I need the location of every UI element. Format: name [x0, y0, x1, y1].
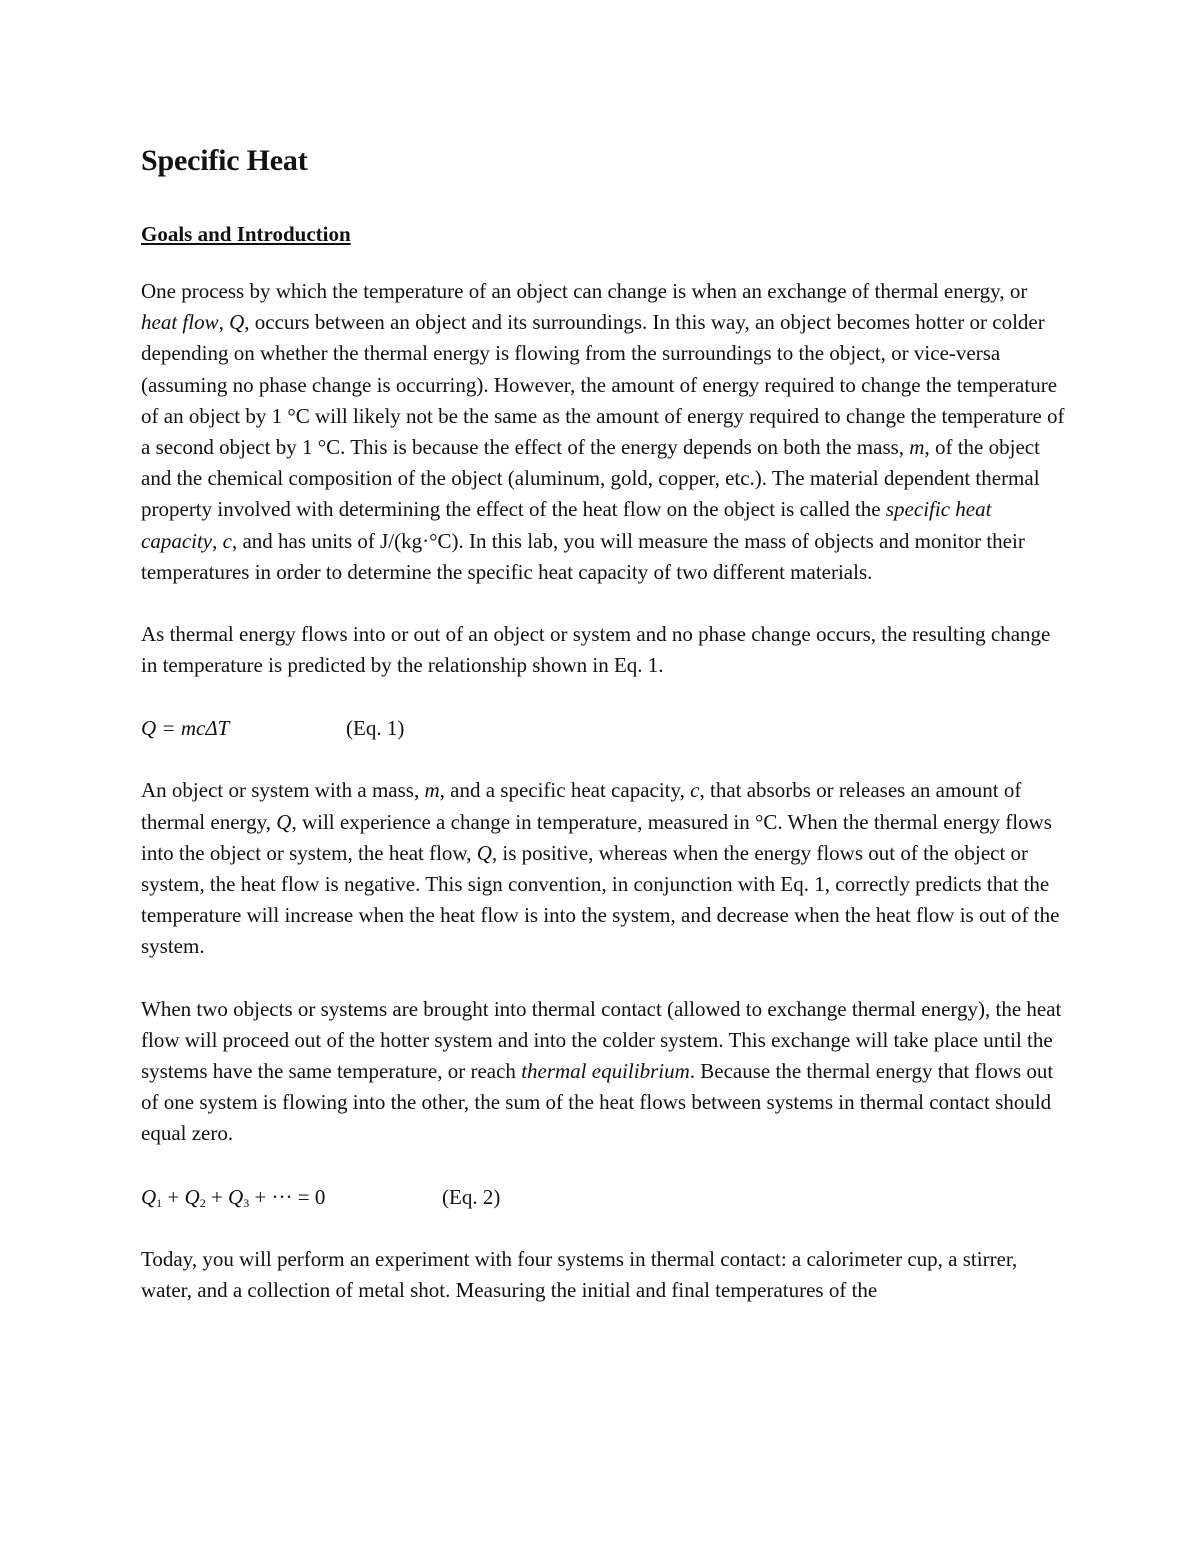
symbol-c: c	[690, 778, 700, 803]
text-run: , is positive, whereas when the energy flows out of the object or system, the heat flow is negative. This sign convention, in conjunction with Eq. 1, correctly predicts that the temperature will increase when the heat flow is into the system, and decrease when the heat flow is out of the system.	[141, 840, 1060, 959]
operator: + ··· = 0	[249, 1184, 326, 1209]
sign-convention-paragraph	[141, 775, 1066, 962]
text-run: One process by which the temperature of an object can change is when an exchange of thermal energy, or	[141, 279, 1028, 303]
equation-2-label: (Eq. 2)	[442, 1184, 501, 1209]
operator: +	[205, 1184, 229, 1209]
text-run: , that absorbs or releases an amount of thermal energy,	[141, 778, 1022, 834]
text-run: When two objects or systems are brought into thermal contact (allowed to exchange thermal energy), the heat flow will proceed out of the hotter system and into the colder system. This exchange will take place until the systems have the same temperature, or reach	[141, 996, 1062, 1084]
equation-1-label: (Eq. 1)	[346, 716, 405, 741]
equation-1-formula: Q = mcΔT	[141, 716, 230, 741]
intro-paragraph	[141, 276, 1066, 588]
page-title: Specific Heat	[141, 144, 308, 177]
symbol-m: m	[909, 435, 925, 460]
document-body	[141, 140, 1066, 1306]
subscript: 1	[156, 1195, 163, 1210]
equation-2-formula	[141, 1181, 349, 1213]
text-run: ,	[212, 528, 223, 553]
symbol-q: Q	[141, 1184, 157, 1209]
operator: +	[162, 1184, 185, 1209]
symbol-q: Q	[229, 310, 245, 335]
text-run: ,	[218, 310, 230, 335]
thermal-contact-paragraph	[141, 994, 1066, 1150]
term-specific-heat-capacity: specific heat capacity	[141, 497, 992, 553]
relationship-paragraph: As thermal energy flows into or out of an object or system and no phase change occurs, the resulting change in temperature is predicted by the relationship shown in Eq. 1.	[141, 622, 1051, 678]
term-heat-flow: heat flow	[141, 310, 219, 335]
symbol-q: Q	[228, 1184, 244, 1209]
symbol-m: m	[424, 778, 440, 803]
symbol-q: Q	[184, 1184, 200, 1209]
text-run: . Because the thermal energy that flows out of one system is flowing into the other, the sum of the heat flows between systems in thermal contact should equal zero.	[141, 1059, 1054, 1146]
section-heading: Goals and Introduction	[141, 222, 351, 246]
text-run: An object or system with a mass,	[141, 778, 425, 803]
text-run: , of the object and the chemical composition of the object (aluminum, gold, copper, etc.). The material dependent thermal property involved with determining the effect of the heat flow on the object is called the	[141, 435, 1040, 522]
text-run: , and a specific heat capacity,	[439, 778, 691, 803]
symbol-c: c	[222, 528, 232, 553]
text-run: , and has units of J/(kg·°C). In this lab, you will measure the mass of objects and monitor their temperatures in order to determine the specific heat capacity of two different materials.	[141, 528, 1025, 584]
symbol-q: Q	[276, 809, 292, 834]
term-thermal-equilibrium: thermal equilibrium	[521, 1059, 690, 1084]
experiment-paragraph: Today, you will perform an experiment with four systems in thermal contact: a calorimeter cup, a stirrer, water, and a collection of metal shot. Measuring the initial and final temperatures of the	[141, 1246, 1018, 1302]
text-run: , will experience a change in temperature, measured in °C. When the thermal energy flows into the object or system, the heat flow,	[141, 809, 1052, 865]
subscript: 2	[199, 1195, 206, 1210]
equation-1	[141, 712, 1066, 744]
text-run: , occurs between an object and its surroundings. In this way, an object becomes hotter or colder depending on whether the thermal energy is flowing from the surroundings to the object, or vice-versa (assuming no phase change is occurring). However, the amount of energy required to change the temperature of an object by 1 °C will likely not be the same as the amount of energy required to change the temperature of a second object by 1 °C. This is because the effect of the energy depends on both the mass,	[141, 310, 1065, 460]
equation-2	[141, 1181, 1066, 1213]
symbol-q: Q	[476, 840, 492, 865]
subscript: 3	[243, 1195, 250, 1210]
